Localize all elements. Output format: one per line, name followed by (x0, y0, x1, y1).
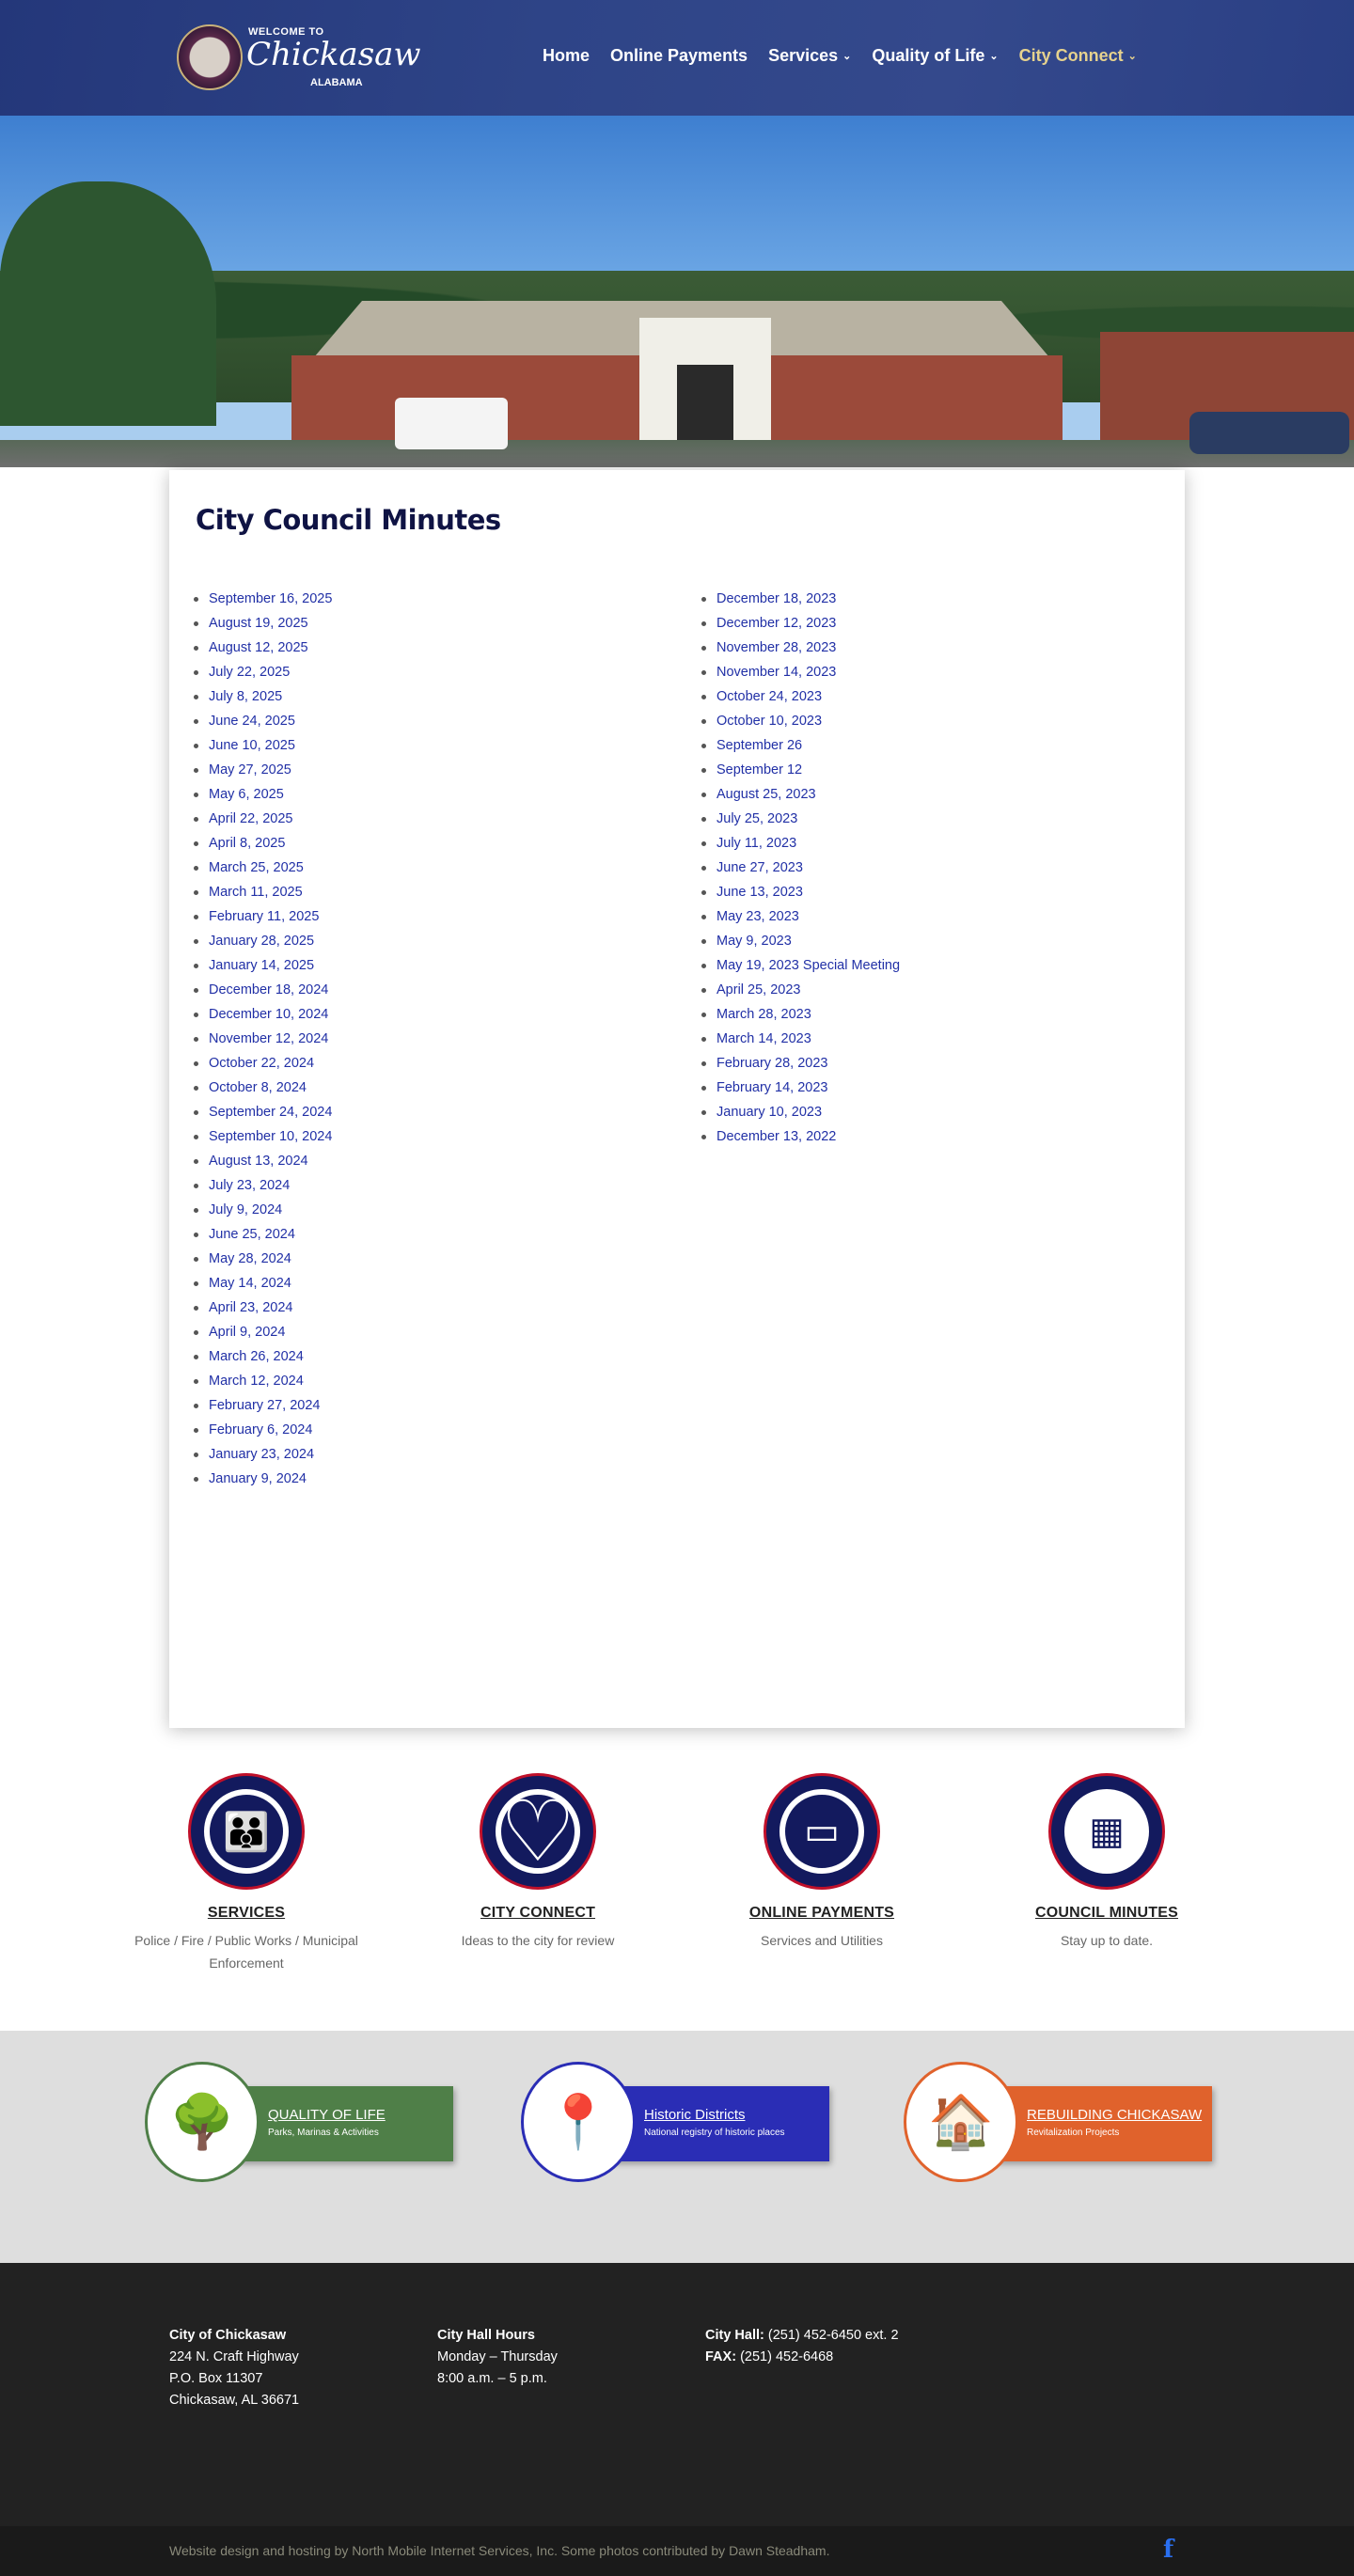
list-item (698, 1076, 900, 1100)
list-item (190, 758, 332, 782)
minutes-link[interactable]: April 9, 2024 (209, 1325, 286, 1340)
nav-online-payments[interactable] (610, 46, 748, 66)
list-item (190, 782, 332, 807)
minutes-link[interactable]: June 27, 2023 (716, 860, 803, 875)
feature-description: Ideas to the city for review (461, 1933, 615, 1948)
minutes-link[interactable]: May 28, 2024 (209, 1251, 291, 1266)
list-item (190, 1442, 332, 1467)
banner-quality-of-life[interactable] (141, 2062, 461, 2182)
list-item (190, 1076, 332, 1100)
feature-description: Stay up to date. (1060, 1933, 1154, 1948)
logo-welcome: WELCOME TO (248, 26, 324, 38)
list-item (190, 733, 332, 758)
list-item (190, 1393, 332, 1418)
list-item (190, 831, 332, 856)
minutes-link[interactable]: December 12, 2023 (716, 616, 837, 631)
list-item (698, 684, 900, 709)
list-item (190, 660, 332, 684)
list-item (190, 587, 332, 611)
minutes-link[interactable]: January 28, 2025 (209, 934, 315, 949)
chevron-down-icon: ⌄ (1127, 51, 1137, 62)
minutes-link[interactable]: August 25, 2023 (716, 787, 816, 802)
list-item (698, 758, 900, 782)
minutes-link[interactable]: April 8, 2025 (209, 836, 286, 851)
list-item (190, 611, 332, 636)
minutes-link[interactable]: May 6, 2025 (209, 787, 284, 802)
list-item (190, 1418, 332, 1442)
minutes-link[interactable]: August 12, 2025 (209, 640, 308, 655)
list-item (190, 1051, 332, 1076)
banner-title: Historic Districts (644, 2107, 746, 2123)
main-nav (543, 46, 1137, 66)
minutes-link[interactable]: January 14, 2025 (209, 958, 315, 973)
nav-city-connect[interactable] (1019, 46, 1137, 66)
list-item (190, 636, 332, 660)
list-item (190, 880, 332, 904)
nav-home[interactable] (543, 46, 590, 66)
nav-quality-of-life[interactable] (872, 46, 998, 66)
feature-council-minutes (984, 1773, 1229, 1952)
minutes-link[interactable]: September 10, 2024 (209, 1129, 333, 1144)
minutes-link[interactable]: March 25, 2025 (209, 860, 304, 875)
site-logo[interactable] (177, 23, 421, 94)
chevron-down-icon: ⌄ (989, 51, 999, 62)
list-item (698, 953, 900, 978)
calendar-icon[interactable]: ▦ (1048, 1773, 1165, 1890)
footer (0, 2263, 1354, 2526)
list-item (698, 709, 900, 733)
nav-label: Online Payments (610, 46, 748, 65)
minutes-link[interactable]: October 22, 2024 (209, 1056, 315, 1071)
banner-icon: 🏠 (904, 2062, 1018, 2182)
list-item (190, 1149, 332, 1173)
list-item (190, 856, 332, 880)
list-item (190, 807, 332, 831)
list-item (698, 978, 900, 1002)
banner-historic-districts[interactable] (517, 2062, 837, 2182)
nav-services[interactable] (768, 46, 851, 66)
minutes-link[interactable]: September 26 (716, 738, 803, 753)
list-item (190, 929, 332, 953)
minutes-link[interactable]: March 14, 2023 (716, 1031, 811, 1046)
banner-icon: 🌳 (145, 2062, 260, 2182)
minutes-link[interactable]: August 19, 2025 (209, 616, 308, 631)
minutes-link[interactable]: March 26, 2024 (209, 1349, 304, 1364)
minutes-link[interactable]: April 22, 2025 (209, 811, 293, 826)
list-item (190, 953, 332, 978)
minutes-link[interactable]: June 24, 2025 (209, 714, 295, 729)
heart-support-icon[interactable]: ♡ (480, 1773, 596, 1890)
list-item (698, 782, 900, 807)
list-item (190, 1344, 332, 1369)
minutes-link[interactable]: August 13, 2024 (209, 1154, 308, 1169)
list-item (698, 1051, 900, 1076)
hours-time: 8:00 a.m. – 5 p.m. (437, 2371, 547, 2386)
list-item (190, 1100, 332, 1124)
minutes-link[interactable]: July 23, 2024 (209, 1178, 291, 1193)
minutes-link[interactable]: July 22, 2025 (209, 665, 291, 680)
hours-days: Monday – Thursday (437, 2349, 558, 2364)
footer-address (169, 2325, 299, 2411)
feature-online-payments (700, 1773, 944, 1952)
feature-description: Police / Fire / Public Works / Municipal Enforcement (134, 1933, 358, 1971)
minutes-link[interactable]: September 12 (716, 762, 803, 778)
list-item (698, 733, 900, 758)
facebook-icon[interactable]: f (1163, 2536, 1174, 2564)
minutes-list-left (190, 587, 332, 1491)
address-line: P.O. Box 11307 (169, 2371, 263, 2386)
address-line: 224 N. Craft Highway (169, 2349, 299, 2364)
feature-city-connect (416, 1773, 660, 1952)
minutes-link[interactable]: May 19, 2023 Special Meeting (716, 958, 901, 973)
minutes-link[interactable]: October 10, 2023 (716, 714, 823, 729)
hero-image-city-hall (0, 116, 1354, 467)
nav-label: Home (543, 46, 590, 65)
list-item (190, 904, 332, 929)
minutes-link[interactable]: May 14, 2024 (209, 1276, 291, 1291)
minutes-link[interactable]: May 23, 2023 (716, 909, 799, 924)
list-item (190, 1124, 332, 1149)
minutes-link[interactable]: February 28, 2023 (716, 1056, 828, 1071)
minutes-link[interactable]: November 28, 2023 (716, 640, 837, 655)
minutes-link[interactable]: March 11, 2025 (209, 885, 303, 900)
minutes-link[interactable]: January 9, 2024 (209, 1471, 307, 1486)
minutes-link[interactable]: April 25, 2023 (716, 982, 801, 997)
banner-title: QUALITY OF LIFE (268, 2107, 386, 2123)
minutes-link[interactable]: March 12, 2024 (209, 1374, 304, 1389)
list-item (698, 831, 900, 856)
nav-label: Quality of Life (872, 46, 985, 65)
minutes-link[interactable]: April 23, 2024 (209, 1300, 293, 1315)
list-item (698, 1100, 900, 1124)
banner-subtitle: Parks, Marinas & Activities (268, 2128, 379, 2138)
list-item (698, 1002, 900, 1027)
minutes-link[interactable]: May 27, 2025 (209, 762, 291, 778)
phone-number[interactable]: (251) 452-6450 ext. 2 (767, 2328, 899, 2343)
banner-rebuilding-chickasaw[interactable] (900, 2062, 1220, 2182)
banner-subtitle: Revitalization Projects (1027, 2128, 1120, 2138)
list-item (190, 1467, 332, 1491)
list-item (190, 1027, 332, 1051)
list-item (190, 684, 332, 709)
list-item (698, 660, 900, 684)
footer-hours-heading: City Hall Hours (437, 2328, 535, 2343)
list-item (190, 1222, 332, 1247)
list-item (698, 929, 900, 953)
list-item (698, 611, 900, 636)
minutes-link[interactable]: November 14, 2023 (716, 665, 837, 680)
credit-card-icon[interactable]: ▭ (764, 1773, 880, 1890)
minutes-link[interactable]: January 10, 2023 (716, 1105, 823, 1120)
footer-bottom-bar (0, 2526, 1354, 2576)
minutes-link[interactable]: February 14, 2023 (716, 1080, 828, 1095)
list-item (190, 1296, 332, 1320)
list-item (190, 1002, 332, 1027)
list-item (190, 1369, 332, 1393)
list-item (190, 709, 332, 733)
minutes-card (169, 470, 1185, 1728)
minutes-link[interactable]: July 25, 2023 (716, 811, 798, 826)
chevron-down-icon: ⌄ (842, 51, 852, 62)
minutes-link[interactable]: December 10, 2024 (209, 1007, 329, 1022)
minutes-link[interactable]: December 18, 2023 (716, 591, 837, 606)
logo-state: ALABAMA (310, 77, 363, 88)
minutes-link[interactable]: February 11, 2025 (209, 909, 320, 924)
page-title: City Council Minutes (196, 504, 501, 536)
list-item (190, 1173, 332, 1198)
list-item (190, 1247, 332, 1271)
banner-title: REBUILDING CHICKASAW (1027, 2107, 1203, 2123)
logo-name: Chickasaw (246, 36, 421, 73)
minutes-list-right (698, 587, 900, 1149)
minutes-link[interactable]: November 12, 2024 (209, 1031, 329, 1046)
minutes-link[interactable]: June 25, 2024 (209, 1227, 295, 1242)
footer-hours (437, 2325, 558, 2390)
credit-text: Website design and hosting by North Mobile Internet Services, Inc. Some photos contributed by Dawn Steadham. (169, 2543, 830, 2558)
list-item (698, 880, 900, 904)
list-item (698, 904, 900, 929)
nav-label: Services (768, 46, 839, 65)
minutes-link[interactable]: December 18, 2024 (209, 982, 329, 997)
list-item (190, 978, 332, 1002)
minutes-link[interactable]: January 23, 2024 (209, 1447, 315, 1462)
nav-label: City Connect (1018, 46, 1124, 65)
feature-title-link[interactable]: CITY CONNECT (480, 1905, 596, 1921)
minutes-link[interactable]: October 24, 2023 (716, 689, 823, 704)
minutes-link[interactable]: June 13, 2023 (716, 885, 803, 900)
fax-number: (251) 452-6468 (740, 2349, 834, 2364)
footer-address-heading: City of Chickasaw (169, 2328, 287, 2343)
list-item (698, 807, 900, 831)
list-item (190, 1198, 332, 1222)
minutes-link[interactable]: October 8, 2024 (209, 1080, 307, 1095)
minutes-link[interactable]: February 6, 2024 (209, 1422, 313, 1437)
list-item (190, 1271, 332, 1296)
minutes-link[interactable]: September 16, 2025 (209, 591, 333, 606)
banner-icon: 📍 (521, 2062, 636, 2182)
minutes-link[interactable]: March 28, 2023 (716, 1007, 811, 1022)
fax-label: FAX: (705, 2349, 737, 2364)
minutes-link[interactable]: July 11, 2023 (716, 836, 797, 851)
feature-description: Services and Utilities (761, 1933, 883, 1948)
feature-services (124, 1773, 369, 1974)
list-item (698, 1027, 900, 1051)
list-item (190, 1320, 332, 1344)
address-line: Chickasaw, AL 36671 (169, 2393, 300, 2408)
minutes-link[interactable]: July 8, 2025 (209, 689, 283, 704)
feature-title-link[interactable]: COUNCIL MINUTES (1034, 1905, 1179, 1921)
list-item (698, 856, 900, 880)
minutes-link[interactable]: May 9, 2023 (716, 934, 792, 949)
phone-label: City Hall: (705, 2328, 764, 2343)
feature-title-link[interactable]: ONLINE PAYMENTS (748, 1905, 895, 1921)
minutes-link[interactable]: July 9, 2024 (209, 1202, 283, 1217)
minutes-link[interactable]: February 27, 2024 (209, 1398, 321, 1413)
city-seal-icon (177, 24, 243, 90)
minutes-link[interactable]: December 13, 2022 (716, 1129, 837, 1144)
minutes-link[interactable]: September 24, 2024 (209, 1105, 333, 1120)
minutes-link[interactable]: June 10, 2025 (209, 738, 295, 753)
list-item (698, 636, 900, 660)
feature-title-link[interactable]: SERVICES (207, 1905, 286, 1921)
list-item (698, 587, 900, 611)
list-item (698, 1124, 900, 1149)
footer-contact (705, 2325, 899, 2368)
site-header (0, 0, 1354, 116)
banner-subtitle: National registry of historic places (644, 2128, 785, 2138)
people-hand-icon[interactable]: 👪 (188, 1773, 305, 1890)
